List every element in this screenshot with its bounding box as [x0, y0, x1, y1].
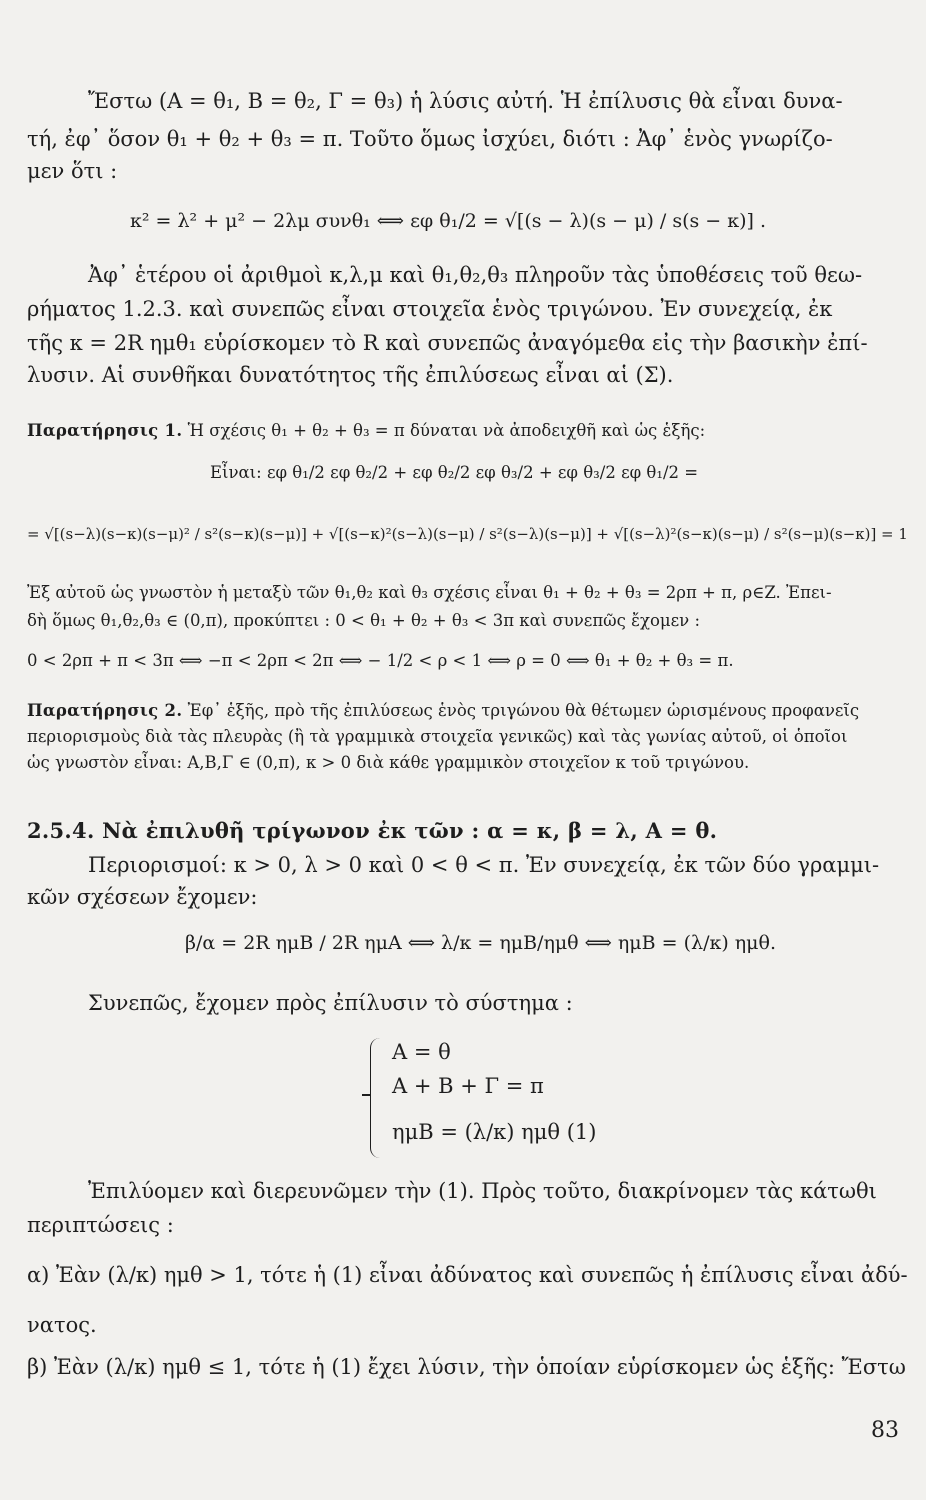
- text-line: τή, ἐφ᾽ ὅσον θ₁ + θ₂ + θ₃ = π. Τοῦτο ὅμως ἰσχύει, διότι : Ἀφ᾽ ἑνὸς γνωρίζο-: [27, 127, 833, 151]
- text-line: ὡς γνωστὸν εἶναι: Α,Β,Γ ∈ (0,π), κ > 0 διὰ κάθε γραμμικὸν στοιχεῖον κ τοῦ τριγώνου.: [27, 753, 750, 772]
- remark-text: Ἐφ᾽ ἑξῆς, πρὸ τῆς ἐπιλύσεως ἑνὸς τριγώνου θὰ θέτωμεν ὡρισμένους προφανεῖς: [187, 701, 860, 720]
- system-brace: [370, 1038, 383, 1158]
- text-line: Ἐπιλύομεν καὶ διερευνῶμεν τὴν (1). Πρὸς τοῦτο, διακρίνομεν τὰς κάτωθι: [88, 1179, 877, 1203]
- text-line: Ἀφ᾽ ἑτέρου οἱ ἀριθμοὶ κ,λ,μ καὶ θ₁,θ₂,θ₃ πληροῦν τὰς ὑποθέσεις τοῦ θεω-: [88, 263, 863, 287]
- text-line: λυσιν. Αἱ συνθῆκαι δυνατότητος τῆς ἐπιλύσεως εἶναι αἱ (Σ).: [27, 363, 674, 387]
- text-line: τῆς κ = 2R ημθ₁ εὑρίσκομεν τὸ R καὶ συνεπῶς ἀναγόμεθα εἰς τὴν βασικὴν ἐπί-: [27, 331, 868, 355]
- remark-label: Παρατήρησις 2.: [27, 701, 183, 720]
- remark-2: [27, 700, 859, 722]
- section-heading: 2.5.4. Νὰ ἐπιλυθῆ τρίγωνον ἐκ τῶν : α = κ, β = λ, Α = θ.: [27, 818, 718, 843]
- text-line: περιορισμοὺς διὰ τὰς πλευρὰς (ἢ τὰ γραμμικὰ στοιχεῖα γενικῶς) καὶ τὰς γωνίας αὐτοῦ, οἱ ὁποῖοι: [27, 727, 848, 746]
- text-line: Ἐξ αὐτοῦ ὡς γνωστὸν ἡ μεταξὺ τῶν θ₁,θ₂ καὶ θ₃ σχέσις εἶναι θ₁ + θ₂ + θ₃ = 2ρπ + π, ρ∈Z. Ἐπει-: [27, 583, 832, 602]
- system-equation: Α + Β + Γ = π: [392, 1074, 544, 1098]
- text-line: δὴ ὅμως θ₁,θ₂,θ₃ ∈ (0,π), προκύπτει : 0 < θ₁ + θ₂ + θ₃ < 3π καὶ συνεπῶς ἔχομεν :: [27, 611, 701, 630]
- text-line: β) Ἐὰν (λ/κ) ημθ ≤ 1, τότε ἡ (1) ἔχει λύσιν, τὴν ὁποίαν εὑρίσκομεν ὡς ἑξῆς: Ἔστω: [27, 1355, 906, 1379]
- text-line: Ἔστω (Α = θ₁, Β = θ₂, Γ = θ₃) ἡ λύσις αὐτή. Ἡ ἐπίλυσις θὰ εἶναι δυνα-: [88, 89, 843, 113]
- equation-line: β/α = 2R ημΒ / 2R ημΑ ⟺ λ/κ = ημΒ/ημθ ⟺ ημΒ = (λ/κ) ημθ.: [185, 932, 777, 954]
- equation-line: κ² = λ² + μ² − 2λμ συνθ₁ ⟺ εφ θ₁/2 = √[(s − λ)(s − μ) / s(s − κ)] .: [130, 210, 767, 232]
- remark-1: [27, 420, 705, 442]
- system-equation: Α = θ: [392, 1040, 451, 1064]
- text-line: μεν ὅτι :: [27, 159, 118, 183]
- equation-line: 0 < 2ρπ + π < 3π ⟺ −π < 2ρπ < 2π ⟺ − 1/2 < ρ < 1 ⟺ ρ = 0 ⟺ θ₁ + θ₂ + θ₃ = π.: [27, 651, 734, 670]
- text-line: κῶν σχέσεων ἔχομεν:: [27, 885, 258, 909]
- text-line: περιπτώσεις :: [27, 1213, 174, 1237]
- text-line: Συνεπῶς, ἔχομεν πρὸς ἐπίλυσιν τὸ σύστημα :: [88, 991, 573, 1015]
- remark-label: Παρατήρησις 1.: [27, 421, 183, 440]
- text-line: α) Ἐὰν (λ/κ) ημθ > 1, τότε ἡ (1) εἶναι ἀδύνατος καὶ συνεπῶς ἡ ἐπίλυσις εἶναι ἀδύ-: [27, 1263, 908, 1287]
- remark-text: Ἡ σχέσις θ₁ + θ₂ + θ₃ = π δύναται νὰ ἀποδειχθῆ καὶ ὡς ἑξῆς:: [187, 421, 706, 440]
- text-line: νατος.: [27, 1313, 97, 1337]
- equation-line: = √[(s−λ)(s−κ)(s−μ)² / s²(s−κ)(s−μ)] + √[(s−κ)²(s−λ)(s−μ) / s²(s−λ)(s−μ)] + √[(s−λ)²(s−κ)(s−μ) / s²(s−μ)(s−κ)] = 1: [27, 525, 908, 543]
- page-number: 83: [871, 1418, 899, 1443]
- text-line: Περιορισμοί: κ > 0, λ > 0 καὶ 0 < θ < π. Ἐν συνεχείᾳ, ἐκ τῶν δύο γραμμι-: [88, 853, 880, 877]
- text-line: ρήματος 1.2.3. καὶ συνεπῶς εἶναι στοιχεῖα ἑνὸς τριγώνου. Ἐν συνεχείᾳ, ἐκ: [27, 297, 833, 321]
- equation-line: Εἶναι: εφ θ₁/2 εφ θ₂/2 + εφ θ₂/2 εφ θ₃/2 + εφ θ₃/2 εφ θ₁/2 =: [210, 463, 699, 482]
- system-equation: ημΒ = (λ/κ) ημθ (1): [392, 1120, 597, 1144]
